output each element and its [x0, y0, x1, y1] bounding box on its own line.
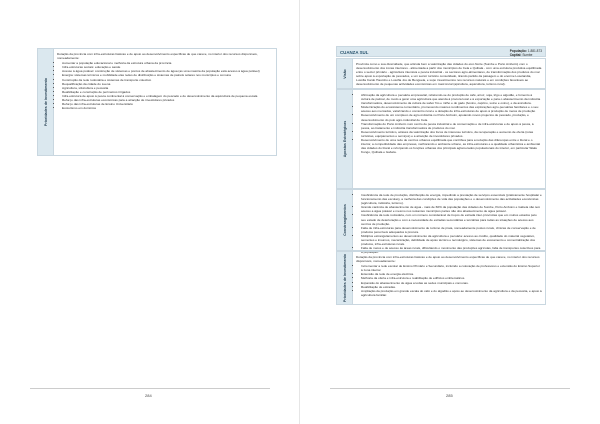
list-item: • Reabilitação de estradas. — [361, 285, 542, 289]
list-item: • Acesso à água potável: construção de sistemas e pontos de abastecimento de água (as uma maioria da população está acesso à água potável) — [62, 69, 273, 73]
list-item: • Transformação do Porto Amboim num centro de pesca industrial e de conservação e de infra-estruturas e de apoio à pesca, à pesca, ao tratamento e indústria transformadora de produtos do mar. — [361, 122, 542, 130]
priorities-intro: Dotação da província com infra-estruturas básicas e de apoio ao desenvolvimento específicas de que carece, no interior dos recursos disponíveis, nomeadamente: — [57, 52, 258, 61]
list-item: • Insuficiência da rede de produção, distribuição de energia, impedindo a prestação de serviços essenciais (praticamente hospitalar e funcionamento das escolas), a melhoria das condições de vida das populações e o desenvolvimento das actividades económicas (agricultura, indústria, turismo). — [361, 193, 542, 205]
list-item: • Múltiplos estrangulamentos ao desenvolvimento da agricultura e pecuária: acesso ao crédito, qualidade do material vegetativo, sementes e insumos, mecanização, debilidade de apoio técnico e tecnológico, sistemas de escoamento e comercialização dos produtos, infra-estruturas rurais. — [361, 234, 542, 246]
province-meta — [510, 49, 542, 57]
list-item: • Desenvolvimento de um complexo de agro-indústria no Porto Amboim, apoiando novos projectos de pescado, produção, e desenvolvimento do polo agro-industrial de Cela. — [361, 113, 542, 121]
vision-content — [356, 62, 542, 88]
vision-label: Visão — [342, 68, 347, 79]
investment-list — [356, 264, 542, 297]
list-item: • Desenvolvimento de uma rede de centros urbanos equilibrada que contribua para a redução das diferenças entre o litoral e o interior, a competitividade das empresas, melhorando o ambiente urbano, as infra-estruturas e a qualidade urbanística e ambiental das cidades do litoral e reforçando os funções urbanas dos principais aglomerados populacionais do interior, em particular Waku Kungo, Quibala e Gabela. — [361, 138, 542, 154]
strategic-list — [356, 93, 542, 154]
page-number: 285 — [446, 393, 453, 398]
priorities-list — [57, 61, 273, 110]
constraints-content — [356, 193, 542, 254]
population-value: 1.881.873 — [527, 48, 542, 53]
list-item: • Reforço das infra-estruturas de Ensino Universitário — [62, 102, 273, 106]
investment-content — [356, 255, 542, 297]
vision-row — [336, 58, 546, 89]
list-item: • Aumentar a população educacional e melhoria da estrutura urbana da província — [62, 61, 273, 65]
priorities-table — [37, 48, 277, 156]
list-item: • Ampliação da produção em grande escala do café e do algodão e apoio ao desenvolvimento da agricultura e da pecuária, e apoio à agricultura familiar. — [361, 289, 542, 297]
priorities-content — [57, 52, 273, 110]
strategic-row — [336, 89, 546, 189]
list-item: • Insuficiência da rede rodoviária, com um número considerável de troços de estrada inter-províncias que em muitos estados pelo seu estado de deterioração e com a necessidade de estradas secundárias e terciárias para todas as situações de acesso aos centros de produção. — [361, 213, 542, 225]
constraints-list — [356, 193, 542, 254]
population-label: População: — [509, 48, 527, 53]
province-header — [336, 46, 546, 57]
page-number: 284 — [145, 393, 152, 398]
list-item: • Ecoturismo em domínios — [62, 106, 273, 110]
list-item: • Modernização do ecossistema comunitário, promovendo maiores rendimentos das explorações agro-pecuárias familiares e o seu acesso aos mercados, valorizando o comércio rural e a dotação de infra-estruturas de apoio à produção de meios de produção — [361, 105, 542, 113]
list-item: • Extensão da rede de energia eléctrica. — [361, 272, 542, 276]
list-item: • Expansão do abastecimento de água a todas as sedes municipais e comunas. — [361, 281, 542, 285]
list-item: • Infra-estruturas sociais: educação e saúde — [62, 65, 273, 69]
vision-text: Província como e sua diversidade, que articula bem a valorização das cidades do eixo Norte (Sumbe e Porto Amboim) com o desenvolvimento dos zonas interiores - alimentada a partir dos municípios de Cela e Quibala - com uma estrutura produtiva equilibrada entre o sector primário - agricultura intensiva e pesca industrial - os sectores agro-alimentares, de transformação dos produtos do mar sobre apoio à exportação de pescados, e um sector turístico consolidado, tirando partido da paisagem e do enorme Lusolandia, Lusófia Cardo Haumbo e Lusófia Jos de Benguela, e sopo investimentos nos recursos naturais e em condições favoráveis ao desenvolvimento de pequenas actividades económicas em macrorural (apicultura, aquicultura, turismo rural). — [356, 62, 542, 87]
list-item: • Agricultura, silvicultura e pecuária — [62, 86, 273, 90]
investment-label: Prioridades de Investimento — [342, 253, 347, 303]
list-item: • Falta de meios e de acesso às áreas rurais, dificultando o movimento das produções agrícolas, falta de transportes colectivos para a população. — [361, 246, 542, 254]
list-item: • Falta de infra-estruturas para desenvolvimento de turismo de praia, nomeadamente postos rurais, clínicas de conservação e de produtos perecíveis adequados à procura. — [361, 226, 542, 234]
list-item: • Energia: sistemas térmicos e mobilidade elas redes de distribuição e sistemas de painéis solares nos municípios e comuna — [62, 73, 273, 77]
list-item: • Grande carência de abastecimento de água - mais de 60% da população das cidades de Sumbe, Porto Amboim e Gabela não tem acesso a água potável e mesmo nos restantes municípios partes não dos abastecimento de água potável. — [361, 205, 542, 213]
list-item: • Infra-estrutura de apoio à pesca continental à conservação e embalagem do pescado e de desenvolvimento da aquicultura de pequena escala — [62, 94, 273, 98]
strategic-content — [356, 93, 542, 154]
constraints-label: Constrangimentos — [342, 204, 347, 236]
footer-rule — [330, 388, 570, 389]
constraints-row — [336, 189, 546, 255]
province-title: CUANZA SUL — [340, 50, 369, 55]
list-item: • Afirmação da agricultura e pecuária empresarial, refazendo-se do produção de café, arroz, soja, trigo e algodão, e fomento à cultura de palmar, de modo a gerar uma agricultura que atenda à procura local e à exportação e para o abastecimento da indústria transformadora, desenvolvimento da cultura de sabor frio e milho e do gado (bovino, caprino, suíno e ovino), e da avicultura. — [361, 93, 542, 105]
list-item: • Requalificação da cidade do Luena — [62, 82, 273, 86]
capital-value: Sumbe — [522, 52, 533, 57]
list-item: • Melhoria da oferta e infra-estrutura e reabilitação de edifícios emblemáticos. — [361, 276, 542, 280]
capital-label: Capital: — [509, 52, 522, 57]
strategic-label: Apostas Estratégicas — [342, 120, 347, 158]
list-item: • Incrementar a rede escolar de Ensino Primário e Secundário, incluindo a colocação de professores e extensão do Ensino Superior à zona interior. — [361, 264, 542, 272]
list-item: • Reforço das infra-estruturas económicas para a atracção de investidores privados — [62, 98, 273, 102]
list-item: • Reabilitação e construção de perímetros irrigados — [62, 90, 273, 94]
right-page — [300, 0, 600, 424]
investment-intro: Dotação da província com infra-estruturas básicas e de apoio ao desenvolvimento específicas de que carece, no interior dos recursos disponíveis, nomeadamente: — [356, 255, 540, 264]
left-page — [0, 0, 299, 424]
investment-row — [336, 251, 546, 305]
footer-rule — [30, 388, 270, 389]
list-item: • Desenvolvimento turístico, através da valorização dos focos de interesse turístico, da recuperação e aumento de oferta (rotas turísticas, equipamentos e serviços) e a atracção de investidores privados. — [361, 130, 542, 138]
list-item: • Construção da rede rodoviária e sistemas de transporte colectivo — [62, 78, 273, 82]
priorities-label: Prioridades de Investimento — [43, 77, 48, 127]
